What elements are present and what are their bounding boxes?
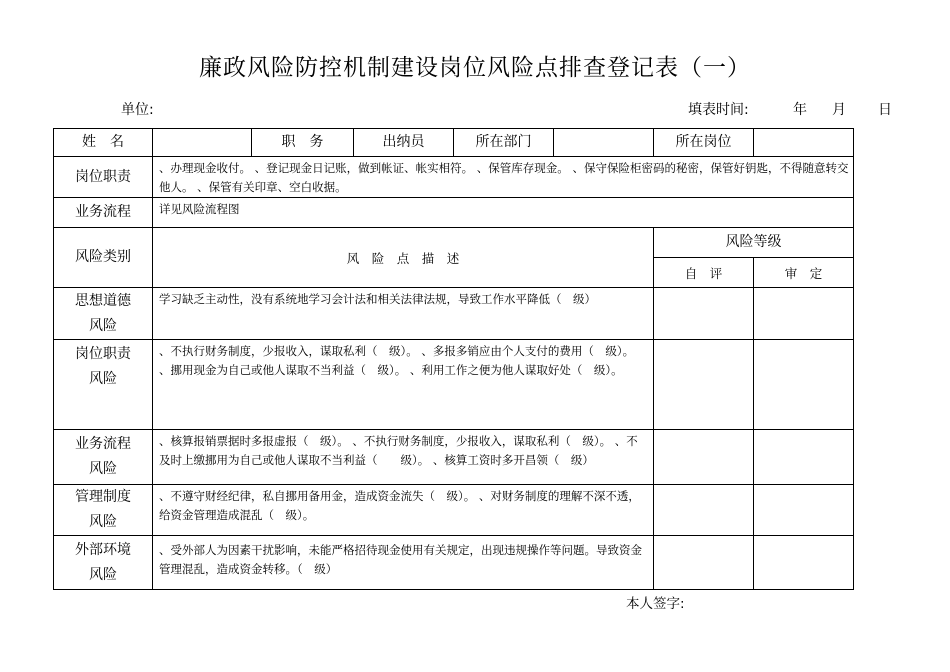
review-cell[interactable] xyxy=(754,485,854,536)
self-eval-cell[interactable] xyxy=(654,430,754,485)
table-row xyxy=(54,430,854,485)
risk-category-label: 管理制度 风险 xyxy=(54,485,153,536)
risk-type-label: 风险类别 xyxy=(54,228,153,288)
day-label: 日 xyxy=(878,102,892,118)
unit-label: 单位: xyxy=(121,102,154,118)
risk-description: 学习缺乏主动性，没有系统地学习会计法和相关法律法规，导致工作水平降低（ 级） xyxy=(153,288,654,340)
post-label: 所在岗位 xyxy=(654,129,754,157)
self-eval-cell[interactable] xyxy=(654,485,754,536)
self-eval-label: 自 评 xyxy=(654,258,754,288)
risk-category-label: 业务流程 风险 xyxy=(54,430,153,485)
self-eval-cell[interactable] xyxy=(654,340,754,430)
review-cell[interactable] xyxy=(754,536,854,590)
risk-description: 、受外部人为因素干扰影响，未能严格招待现金使用有关规定，出现违规操作等问题。导致资金管理混乱，造成资金转移。（ 级） xyxy=(153,536,654,590)
table-row xyxy=(54,288,854,340)
duty-text: 、办理现金收付。 、登记现金日记账，做到帐证、帐实相符。 、保管库存现金。 、保守保险柜密码的秘密，保管好钥匙，不得随意转交他人。 、保管有关印章、空白收据。 xyxy=(153,157,854,198)
risk-category-label: 岗位职责 风险 xyxy=(54,340,153,430)
risk-category-label: 思想道德 风险 xyxy=(54,288,153,340)
review-cell[interactable] xyxy=(754,340,854,430)
flow-text: 详见风险流程图 xyxy=(153,198,854,228)
position-label: 职 务 xyxy=(252,129,354,157)
table-row xyxy=(54,340,854,430)
signature-label: 本人签字: xyxy=(626,596,685,612)
page-title: 廉政风险防控机制建设岗位风险点排查登记表（一） xyxy=(199,55,751,81)
self-eval-cell[interactable] xyxy=(654,288,754,340)
risk-description: 、不遵守财经纪律，私自挪用备用金，造成资金流失（ 级）。 、对财务制度的理解不深不透，给资金管理造成混乱（ 级）。 xyxy=(153,485,654,536)
position-value: 出纳员 xyxy=(354,129,454,157)
name-value-cell[interactable] xyxy=(153,129,252,157)
risk-register-table xyxy=(53,128,854,590)
table-row xyxy=(54,129,854,157)
duty-label: 岗位职责 xyxy=(54,157,153,198)
year-label: 年 xyxy=(793,102,807,118)
review-label: 审 定 xyxy=(754,258,854,288)
review-cell[interactable] xyxy=(754,288,854,340)
post-value-cell[interactable] xyxy=(754,129,854,157)
review-cell[interactable] xyxy=(754,430,854,485)
table-row xyxy=(54,198,854,228)
risk-level-label: 风险等级 xyxy=(654,228,854,258)
name-label: 姓 名 xyxy=(54,129,153,157)
fill-time-label: 填表时间: xyxy=(688,102,749,118)
risk-category-label: 外部环境 风险 xyxy=(54,536,153,590)
risk-description: 、不执行财务制度，少报收入，谋取私利（ 级）。 、多报多销应由个人支付的费用（ 级）。 、挪用现金为自己或他人谋取不当利益（ 级）。 、利用工作之便为他人谋取好处（ 级）。 xyxy=(153,340,654,430)
risk-description: 、核算报销票据时多报虚报（ 级）。 、不执行财务制度，少报收入，谋取私利（ 级）。 、不及时上缴挪用为自己或他人谋取不当利益（ 级）。 、核算工资时多开昌领（ 级） xyxy=(153,430,654,485)
dept-label: 所在部门 xyxy=(454,129,554,157)
risk-desc-label: 风 险 点 描 述 xyxy=(153,228,654,288)
table-row xyxy=(54,485,854,536)
flow-label: 业务流程 xyxy=(54,198,153,228)
table-row xyxy=(54,157,854,198)
self-eval-cell[interactable] xyxy=(654,536,754,590)
table-row xyxy=(54,536,854,590)
dept-value-cell[interactable] xyxy=(554,129,654,157)
table-row xyxy=(54,228,854,258)
month-label: 月 xyxy=(832,102,846,118)
